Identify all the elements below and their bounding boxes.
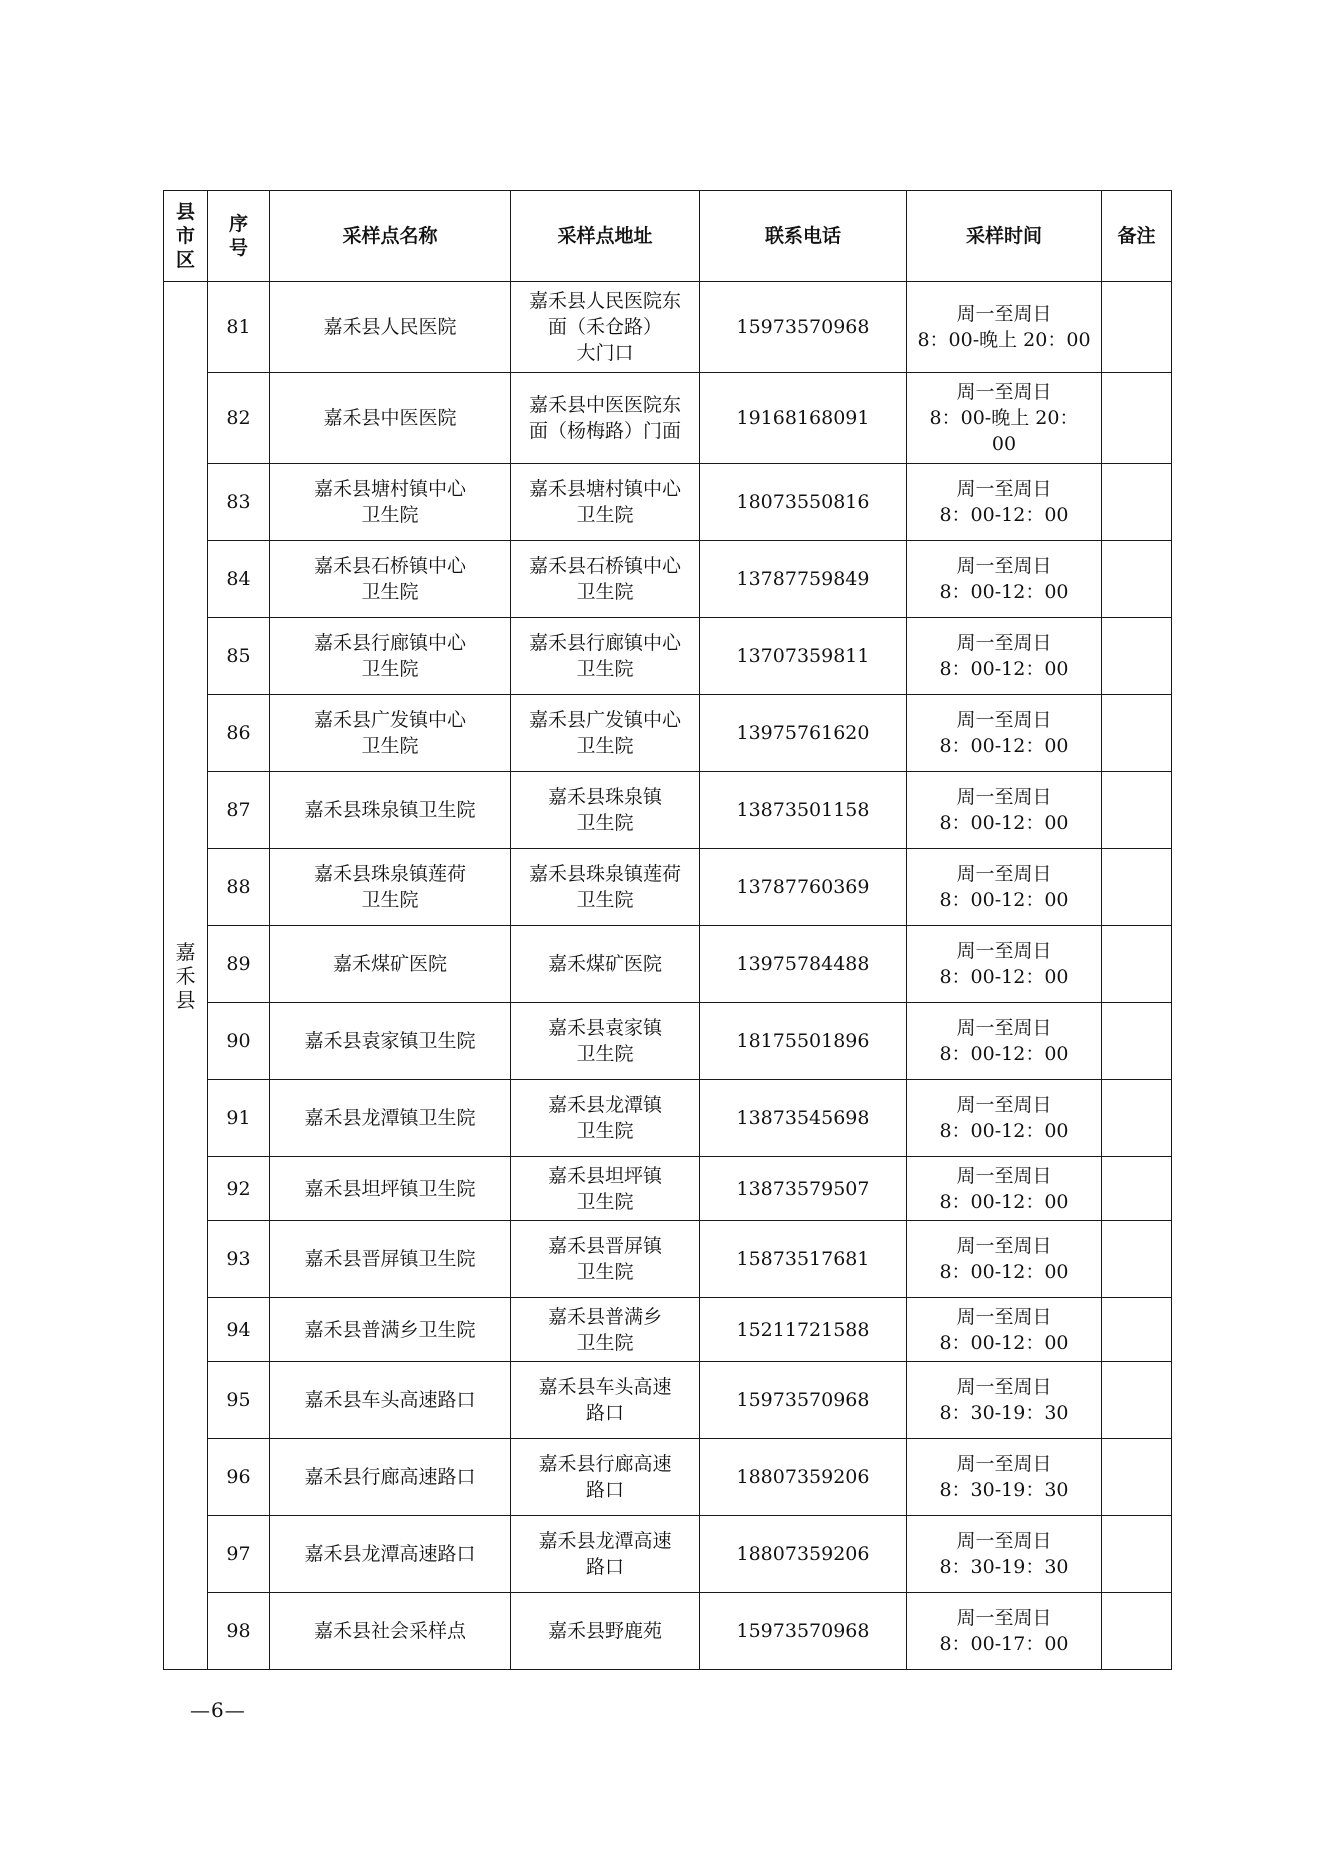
address-cell-line: 卫生院 bbox=[576, 1190, 634, 1213]
time-cell bbox=[907, 926, 1102, 1003]
table-row bbox=[164, 618, 1172, 695]
remark-cell bbox=[1102, 1516, 1172, 1593]
time-cell-line: 周一至周日 bbox=[956, 1094, 1052, 1116]
address-cell bbox=[511, 1362, 700, 1439]
table-row bbox=[164, 1157, 1172, 1221]
address-cell-line: 嘉禾县珠泉镇莲荷 bbox=[528, 863, 681, 885]
address-cell-line: 路口 bbox=[585, 1556, 624, 1578]
seq-cell: 83 bbox=[208, 464, 270, 541]
table-row bbox=[164, 695, 1172, 772]
seq-cell: 93 bbox=[208, 1221, 270, 1298]
address-cell-line: 嘉禾县车头高速 bbox=[538, 1376, 672, 1398]
address-cell-line: 嘉禾县人民医院东 bbox=[528, 290, 681, 312]
seq-cell: 95 bbox=[208, 1362, 270, 1439]
phone-cell: 15873517681 bbox=[700, 1221, 907, 1298]
address-cell bbox=[511, 772, 700, 849]
time-cell-line: 8：00-晚上 20：00 bbox=[917, 329, 1091, 351]
name-cell-line: 嘉禾县社会采样点 bbox=[313, 1620, 466, 1642]
time-cell-line: 周一至周日 bbox=[956, 1235, 1052, 1257]
table-row bbox=[164, 772, 1172, 849]
header-county: 县 市 区 bbox=[164, 191, 208, 282]
time-cell bbox=[907, 1593, 1102, 1670]
seq-cell: 97 bbox=[208, 1516, 270, 1593]
time-cell-line: 周一至周日 bbox=[956, 303, 1052, 325]
remark-cell bbox=[1102, 849, 1172, 926]
name-cell-line: 嘉禾县塘村镇中心 bbox=[313, 478, 466, 500]
name-cell bbox=[270, 849, 511, 926]
address-cell-line: 嘉禾县龙潭镇 bbox=[547, 1094, 662, 1116]
address-cell-line: 嘉禾县中医医院东 bbox=[528, 394, 681, 416]
time-cell-line: 8：00-17：00 bbox=[939, 1633, 1069, 1655]
time-cell-line: 周一至周日 bbox=[956, 1530, 1052, 1552]
remark-cell bbox=[1102, 541, 1172, 618]
remark-cell bbox=[1102, 1157, 1172, 1221]
header-name: 采样点名称 bbox=[270, 191, 511, 282]
time-cell bbox=[907, 1157, 1102, 1221]
header-remark: 备注 bbox=[1102, 191, 1172, 282]
time-cell-line: 周一至周日 bbox=[956, 632, 1052, 654]
remark-cell bbox=[1102, 1080, 1172, 1157]
time-cell bbox=[907, 1516, 1102, 1593]
name-cell-line: 嘉禾县龙潭高速路口 bbox=[304, 1543, 476, 1565]
name-cell bbox=[270, 1362, 511, 1439]
time-cell bbox=[907, 849, 1102, 926]
address-cell bbox=[511, 618, 700, 695]
name-cell-line: 嘉禾县珠泉镇莲荷 bbox=[313, 863, 466, 885]
phone-cell: 18073550816 bbox=[700, 464, 907, 541]
time-cell bbox=[907, 464, 1102, 541]
remark-cell bbox=[1102, 618, 1172, 695]
page-number: —6— bbox=[190, 1698, 246, 1722]
name-cell-line: 卫生院 bbox=[361, 504, 419, 526]
remark-cell bbox=[1102, 772, 1172, 849]
phone-cell: 15973570968 bbox=[700, 1593, 907, 1670]
seq-cell: 91 bbox=[208, 1080, 270, 1157]
remark-cell bbox=[1102, 926, 1172, 1003]
phone-cell: 15211721588 bbox=[700, 1298, 907, 1362]
name-cell-line: 嘉禾县石桥镇中心 bbox=[313, 555, 466, 577]
address-cell bbox=[511, 1298, 700, 1362]
address-cell bbox=[511, 695, 700, 772]
name-cell-line: 嘉禾县人民医院 bbox=[323, 316, 457, 338]
table-row bbox=[164, 282, 1172, 373]
name-cell bbox=[270, 541, 511, 618]
time-cell-line: 周一至周日 bbox=[956, 1607, 1052, 1629]
table-row bbox=[164, 1221, 1172, 1298]
time-cell-line: 周一至周日 bbox=[956, 1376, 1052, 1398]
table-row bbox=[164, 1003, 1172, 1080]
phone-cell: 18807359206 bbox=[700, 1439, 907, 1516]
name-cell bbox=[270, 618, 511, 695]
address-cell-line: 嘉禾县行廊高速 bbox=[538, 1453, 672, 1475]
address-cell bbox=[511, 1516, 700, 1593]
address-cell bbox=[511, 926, 700, 1003]
table-body bbox=[164, 282, 1172, 1670]
name-cell-line: 嘉禾县坦坪镇卫生院 bbox=[304, 1177, 476, 1200]
address-cell bbox=[511, 1080, 700, 1157]
address-cell-line: 面（禾仓路） bbox=[547, 316, 662, 338]
phone-cell: 19168168091 bbox=[700, 373, 907, 464]
time-cell-line: 周一至周日 bbox=[956, 1305, 1052, 1328]
address-cell bbox=[511, 373, 700, 464]
table-row bbox=[164, 1362, 1172, 1439]
time-cell-line: 8：00-12：00 bbox=[939, 581, 1069, 603]
address-cell-line: 嘉禾县野鹿苑 bbox=[547, 1620, 662, 1642]
phone-cell: 13873545698 bbox=[700, 1080, 907, 1157]
header-address: 采样点地址 bbox=[511, 191, 700, 282]
header-seq: 序 号 bbox=[208, 191, 270, 282]
remark-cell bbox=[1102, 1298, 1172, 1362]
time-cell-line: 周一至周日 bbox=[956, 1453, 1052, 1475]
seq-cell: 96 bbox=[208, 1439, 270, 1516]
time-cell bbox=[907, 1439, 1102, 1516]
address-cell-line: 嘉禾县广发镇中心 bbox=[528, 709, 681, 731]
time-cell-line: 8：30-19：30 bbox=[939, 1556, 1069, 1578]
address-cell-line: 嘉禾县石桥镇中心 bbox=[528, 555, 681, 577]
table-header-row bbox=[164, 191, 1172, 282]
name-cell-line: 嘉禾县袁家镇卫生院 bbox=[304, 1030, 476, 1052]
header-time: 采样时间 bbox=[907, 191, 1102, 282]
name-cell-line: 嘉禾煤矿医院 bbox=[332, 953, 447, 975]
seq-cell: 90 bbox=[208, 1003, 270, 1080]
remark-cell bbox=[1102, 695, 1172, 772]
time-cell-line: 8：00-12：00 bbox=[939, 1043, 1069, 1065]
address-cell bbox=[511, 1221, 700, 1298]
address-cell-line: 卫生院 bbox=[576, 581, 634, 603]
seq-cell: 82 bbox=[208, 373, 270, 464]
table-row bbox=[164, 464, 1172, 541]
time-cell-line: 8：30-19：30 bbox=[939, 1479, 1069, 1501]
time-cell-line: 8：00-12：00 bbox=[939, 504, 1069, 526]
name-cell bbox=[270, 1157, 511, 1221]
name-cell bbox=[270, 1593, 511, 1670]
phone-cell: 18175501896 bbox=[700, 1003, 907, 1080]
address-cell-line: 卫生院 bbox=[576, 889, 634, 911]
address-cell-line: 卫生院 bbox=[576, 1043, 634, 1065]
sampling-sites-table bbox=[163, 190, 1172, 1670]
address-cell-line: 嘉禾县行廊镇中心 bbox=[528, 632, 681, 654]
name-cell-line: 嘉禾县广发镇中心 bbox=[313, 709, 466, 731]
time-cell-line: 周一至周日 bbox=[956, 1164, 1052, 1187]
time-cell bbox=[907, 1362, 1102, 1439]
remark-cell bbox=[1102, 1362, 1172, 1439]
address-cell-line: 卫生院 bbox=[576, 504, 634, 526]
name-cell bbox=[270, 1003, 511, 1080]
seq-cell: 85 bbox=[208, 618, 270, 695]
address-cell bbox=[511, 1157, 700, 1221]
name-cell-line: 嘉禾县行廊镇中心 bbox=[313, 632, 466, 654]
address-cell-line: 嘉禾县袁家镇 bbox=[547, 1017, 662, 1039]
seq-cell: 88 bbox=[208, 849, 270, 926]
time-cell bbox=[907, 1003, 1102, 1080]
address-cell-line: 面（杨梅路）门面 bbox=[528, 420, 681, 442]
name-cell bbox=[270, 282, 511, 373]
time-cell-line: 周一至周日 bbox=[956, 381, 1052, 403]
seq-cell: 84 bbox=[208, 541, 270, 618]
address-cell bbox=[511, 849, 700, 926]
time-cell bbox=[907, 1221, 1102, 1298]
address-cell-line: 大门口 bbox=[576, 342, 634, 364]
name-cell bbox=[270, 926, 511, 1003]
phone-cell: 13787760369 bbox=[700, 849, 907, 926]
phone-cell: 13975784488 bbox=[700, 926, 907, 1003]
phone-cell: 13873501158 bbox=[700, 772, 907, 849]
name-cell bbox=[270, 695, 511, 772]
remark-cell bbox=[1102, 373, 1172, 464]
seq-cell: 81 bbox=[208, 282, 270, 373]
address-cell-line: 卫生院 bbox=[576, 735, 634, 757]
time-cell-line: 8：00-12：00 bbox=[939, 1261, 1069, 1283]
phone-cell: 15973570968 bbox=[700, 282, 907, 373]
address-cell-line: 嘉禾县普满乡 bbox=[547, 1305, 662, 1328]
table-row bbox=[164, 926, 1172, 1003]
phone-cell: 13787759849 bbox=[700, 541, 907, 618]
address-cell-line: 路口 bbox=[585, 1479, 624, 1501]
remark-cell bbox=[1102, 1003, 1172, 1080]
remark-cell bbox=[1102, 464, 1172, 541]
name-cell-line: 嘉禾县晋屏镇卫生院 bbox=[304, 1248, 476, 1270]
time-cell-line: 周一至周日 bbox=[956, 863, 1052, 885]
time-cell-line: 8：00-12：00 bbox=[939, 966, 1069, 988]
phone-cell: 18807359206 bbox=[700, 1516, 907, 1593]
remark-cell bbox=[1102, 1439, 1172, 1516]
address-cell-line: 嘉禾煤矿医院 bbox=[547, 953, 662, 975]
address-cell-line: 嘉禾县塘村镇中心 bbox=[528, 478, 681, 500]
name-cell bbox=[270, 1298, 511, 1362]
address-cell-line: 卫生院 bbox=[576, 812, 634, 834]
name-cell bbox=[270, 1516, 511, 1593]
address-cell bbox=[511, 1003, 700, 1080]
phone-cell: 15973570968 bbox=[700, 1362, 907, 1439]
address-cell-line: 路口 bbox=[585, 1402, 624, 1424]
time-cell bbox=[907, 282, 1102, 373]
address-cell-line: 卫生院 bbox=[576, 658, 634, 680]
table-row bbox=[164, 1080, 1172, 1157]
time-cell-line: 8：30-19：30 bbox=[939, 1402, 1069, 1424]
time-cell-line: 8：00-12：00 bbox=[939, 1120, 1069, 1142]
time-cell bbox=[907, 541, 1102, 618]
table-row bbox=[164, 1439, 1172, 1516]
name-cell bbox=[270, 373, 511, 464]
address-cell bbox=[511, 1439, 700, 1516]
address-cell-line: 嘉禾县珠泉镇 bbox=[547, 786, 662, 808]
time-cell-line: 8：00-12：00 bbox=[939, 1331, 1069, 1354]
seq-cell: 87 bbox=[208, 772, 270, 849]
name-cell bbox=[270, 1439, 511, 1516]
name-cell bbox=[270, 1221, 511, 1298]
name-cell-line: 嘉禾县普满乡卫生院 bbox=[304, 1318, 476, 1341]
address-cell bbox=[511, 541, 700, 618]
phone-cell: 13975761620 bbox=[700, 695, 907, 772]
seq-cell: 94 bbox=[208, 1298, 270, 1362]
time-cell-line: 8：00-12：00 bbox=[939, 658, 1069, 680]
address-cell-line: 嘉禾县龙潭高速 bbox=[538, 1530, 672, 1552]
time-cell bbox=[907, 1298, 1102, 1362]
name-cell-line: 卫生院 bbox=[361, 889, 419, 911]
address-cell-line: 卫生院 bbox=[576, 1331, 634, 1354]
seq-cell: 92 bbox=[208, 1157, 270, 1221]
time-cell bbox=[907, 373, 1102, 464]
table-row bbox=[164, 541, 1172, 618]
remark-cell bbox=[1102, 1221, 1172, 1298]
phone-cell: 13707359811 bbox=[700, 618, 907, 695]
time-cell-line: 8：00-12：00 bbox=[939, 735, 1069, 757]
name-cell-line: 嘉禾县珠泉镇卫生院 bbox=[304, 799, 476, 821]
time-cell-line: 8：00-12：00 bbox=[939, 889, 1069, 911]
time-cell-line: 8：00-12：00 bbox=[939, 812, 1069, 834]
name-cell bbox=[270, 772, 511, 849]
address-cell bbox=[511, 464, 700, 541]
remark-cell bbox=[1102, 282, 1172, 373]
address-cell bbox=[511, 282, 700, 373]
address-cell-line: 卫生院 bbox=[576, 1120, 634, 1142]
seq-cell: 98 bbox=[208, 1593, 270, 1670]
time-cell-line: 周一至周日 bbox=[956, 786, 1052, 808]
name-cell-line: 嘉禾县中医医院 bbox=[323, 407, 457, 429]
table-row bbox=[164, 1593, 1172, 1670]
remark-cell bbox=[1102, 1593, 1172, 1670]
time-cell bbox=[907, 772, 1102, 849]
table-row bbox=[164, 1516, 1172, 1593]
name-cell-line: 卫生院 bbox=[361, 735, 419, 757]
name-cell-line: 卫生院 bbox=[361, 581, 419, 603]
table-row bbox=[164, 373, 1172, 464]
name-cell-line: 嘉禾县龙潭镇卫生院 bbox=[304, 1107, 476, 1129]
address-cell-line: 卫生院 bbox=[576, 1261, 634, 1283]
address-cell-line: 嘉禾县晋屏镇 bbox=[547, 1235, 662, 1257]
seq-cell: 86 bbox=[208, 695, 270, 772]
name-cell-line: 嘉禾县车头高速路口 bbox=[304, 1389, 476, 1411]
name-cell bbox=[270, 1080, 511, 1157]
time-cell-line: 8：00-12：00 bbox=[939, 1190, 1069, 1213]
table-row bbox=[164, 849, 1172, 926]
name-cell bbox=[270, 464, 511, 541]
name-cell-line: 嘉禾县行廊高速路口 bbox=[304, 1466, 476, 1488]
time-cell-line: 周一至周日 bbox=[956, 1017, 1052, 1039]
time-cell bbox=[907, 695, 1102, 772]
time-cell-line: 00 bbox=[991, 433, 1017, 455]
phone-cell: 13873579507 bbox=[700, 1157, 907, 1221]
name-cell-line: 卫生院 bbox=[361, 658, 419, 680]
time-cell-line: 8：00-晚上 20： bbox=[929, 407, 1079, 429]
time-cell-line: 周一至周日 bbox=[956, 709, 1052, 731]
time-cell-line: 周一至周日 bbox=[956, 478, 1052, 500]
time-cell-line: 周一至周日 bbox=[956, 940, 1052, 962]
time-cell bbox=[907, 618, 1102, 695]
address-cell bbox=[511, 1593, 700, 1670]
county-cell: 嘉 禾 县 bbox=[164, 282, 208, 1670]
time-cell bbox=[907, 1080, 1102, 1157]
seq-cell: 89 bbox=[208, 926, 270, 1003]
address-cell-line: 嘉禾县坦坪镇 bbox=[547, 1164, 662, 1187]
table-row bbox=[164, 1298, 1172, 1362]
header-phone: 联系电话 bbox=[700, 191, 907, 282]
time-cell-line: 周一至周日 bbox=[956, 555, 1052, 577]
